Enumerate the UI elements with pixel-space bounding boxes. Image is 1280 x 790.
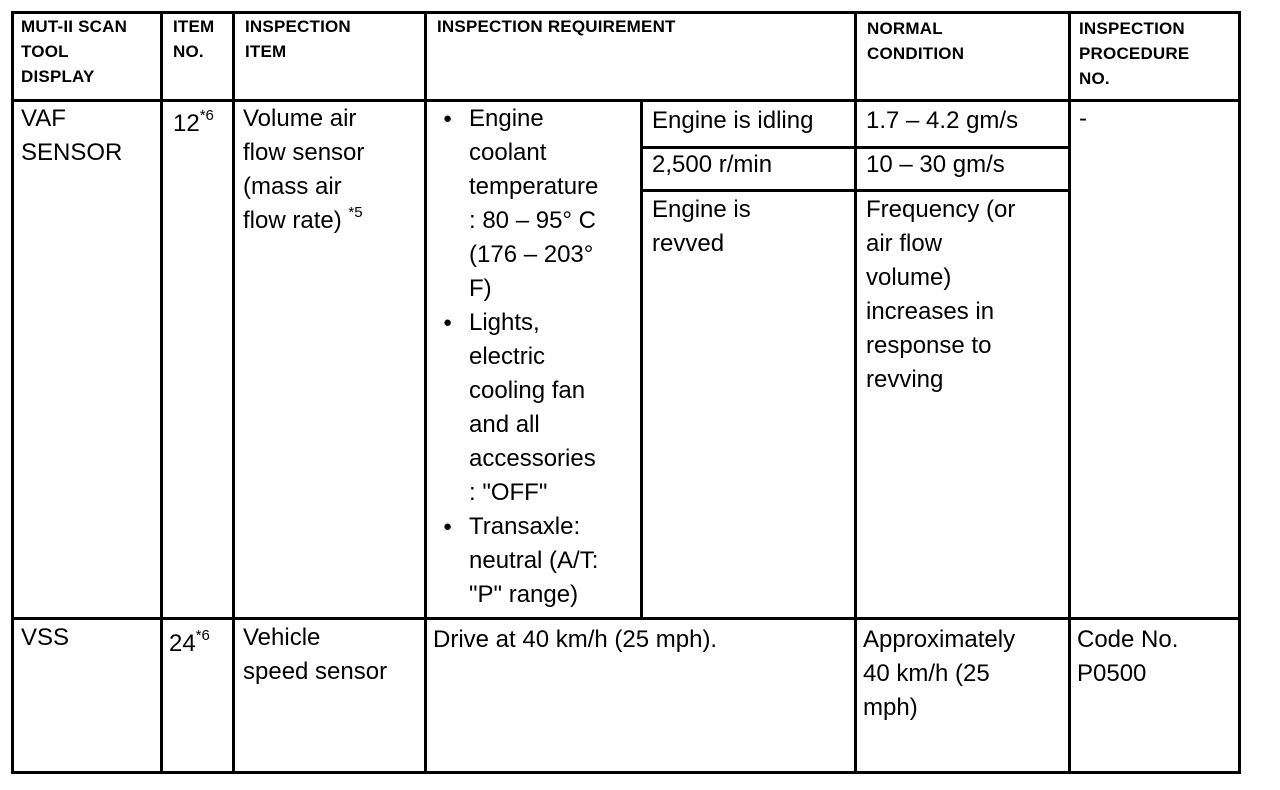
inspection-table: [11, 11, 1241, 774]
col-divider-1: [160, 11, 163, 774]
requirement-bullet: ● Transaxle: neutral (A/T: "P" range): [437, 510, 598, 612]
header-normal-condition: NORMAL CONDITION: [867, 19, 965, 63]
condition-2500-normal: 10 – 30 gm/s: [866, 151, 1005, 178]
footnote-marker: *6: [199, 107, 214, 124]
col-divider-4: [854, 11, 857, 774]
condition-2500-label: 2,500 r/min: [652, 151, 773, 178]
condition-idling-label: Engine is idling: [652, 107, 814, 134]
header-inspection-requirement: INSPECTION REQUIREMENT: [437, 17, 676, 36]
col-divider-req: [640, 99, 643, 619]
row2-procedure-no: Code No. P0500: [1077, 626, 1179, 687]
row1-procedure-no: -: [1079, 105, 1087, 132]
requirement-bullet: ● Lights, electric cooling fan and all accessories : "OFF": [437, 306, 598, 510]
col-divider-3: [424, 11, 427, 774]
row1-display: VAF SENSOR: [21, 105, 123, 166]
col-divider-5: [1068, 11, 1071, 774]
row2-inspection-requirement: Drive at 40 km/h (25 mph).: [433, 626, 718, 653]
col-divider-2: [232, 11, 235, 774]
header-inspection-procedure-no: INSPECTION PROCEDURE NO.: [1079, 19, 1190, 88]
header-inspection-item: INSPECTION ITEM: [245, 17, 351, 61]
table-border-bottom: [11, 771, 1241, 774]
row1-item-no: 12$^{*6}$: [173, 107, 214, 137]
row2-normal-condition: Approximately 40 km/h (25 mph): [863, 626, 1016, 721]
requirement-bullet: ● Engine coolant temperature : 80 – 95° C (176 – 203° F): [437, 102, 598, 306]
row-divider: [11, 617, 1241, 620]
condition-idling-normal: 1.7 – 4.2 gm/s: [866, 107, 1019, 134]
row2-item-no: 24$^{*6}$: [169, 627, 210, 657]
header-divider: [11, 99, 1241, 102]
condition-revved-label: Engine is revved: [652, 196, 751, 257]
footnote-marker: *6: [195, 627, 210, 644]
header-scan-tool-display: MUT-II SCAN TOOL DISPLAY: [21, 17, 128, 86]
header-item-no: ITEM NO.: [173, 17, 215, 61]
table-border-left: [11, 11, 14, 774]
row2-display: VSS: [21, 624, 70, 651]
table-border-right: [1238, 11, 1241, 774]
condition-revved-normal: Frequency (or air flow volume) increases in response to revving: [866, 196, 1016, 393]
row1-inspection-item: Volume air flow sensor (mass air flow rate) $^{*5}$: [243, 105, 365, 234]
row2-inspection-item: Vehicle speed sensor: [243, 624, 388, 685]
row1-inspection-requirement: [437, 102, 598, 612]
footnote-marker: *5: [348, 204, 363, 221]
